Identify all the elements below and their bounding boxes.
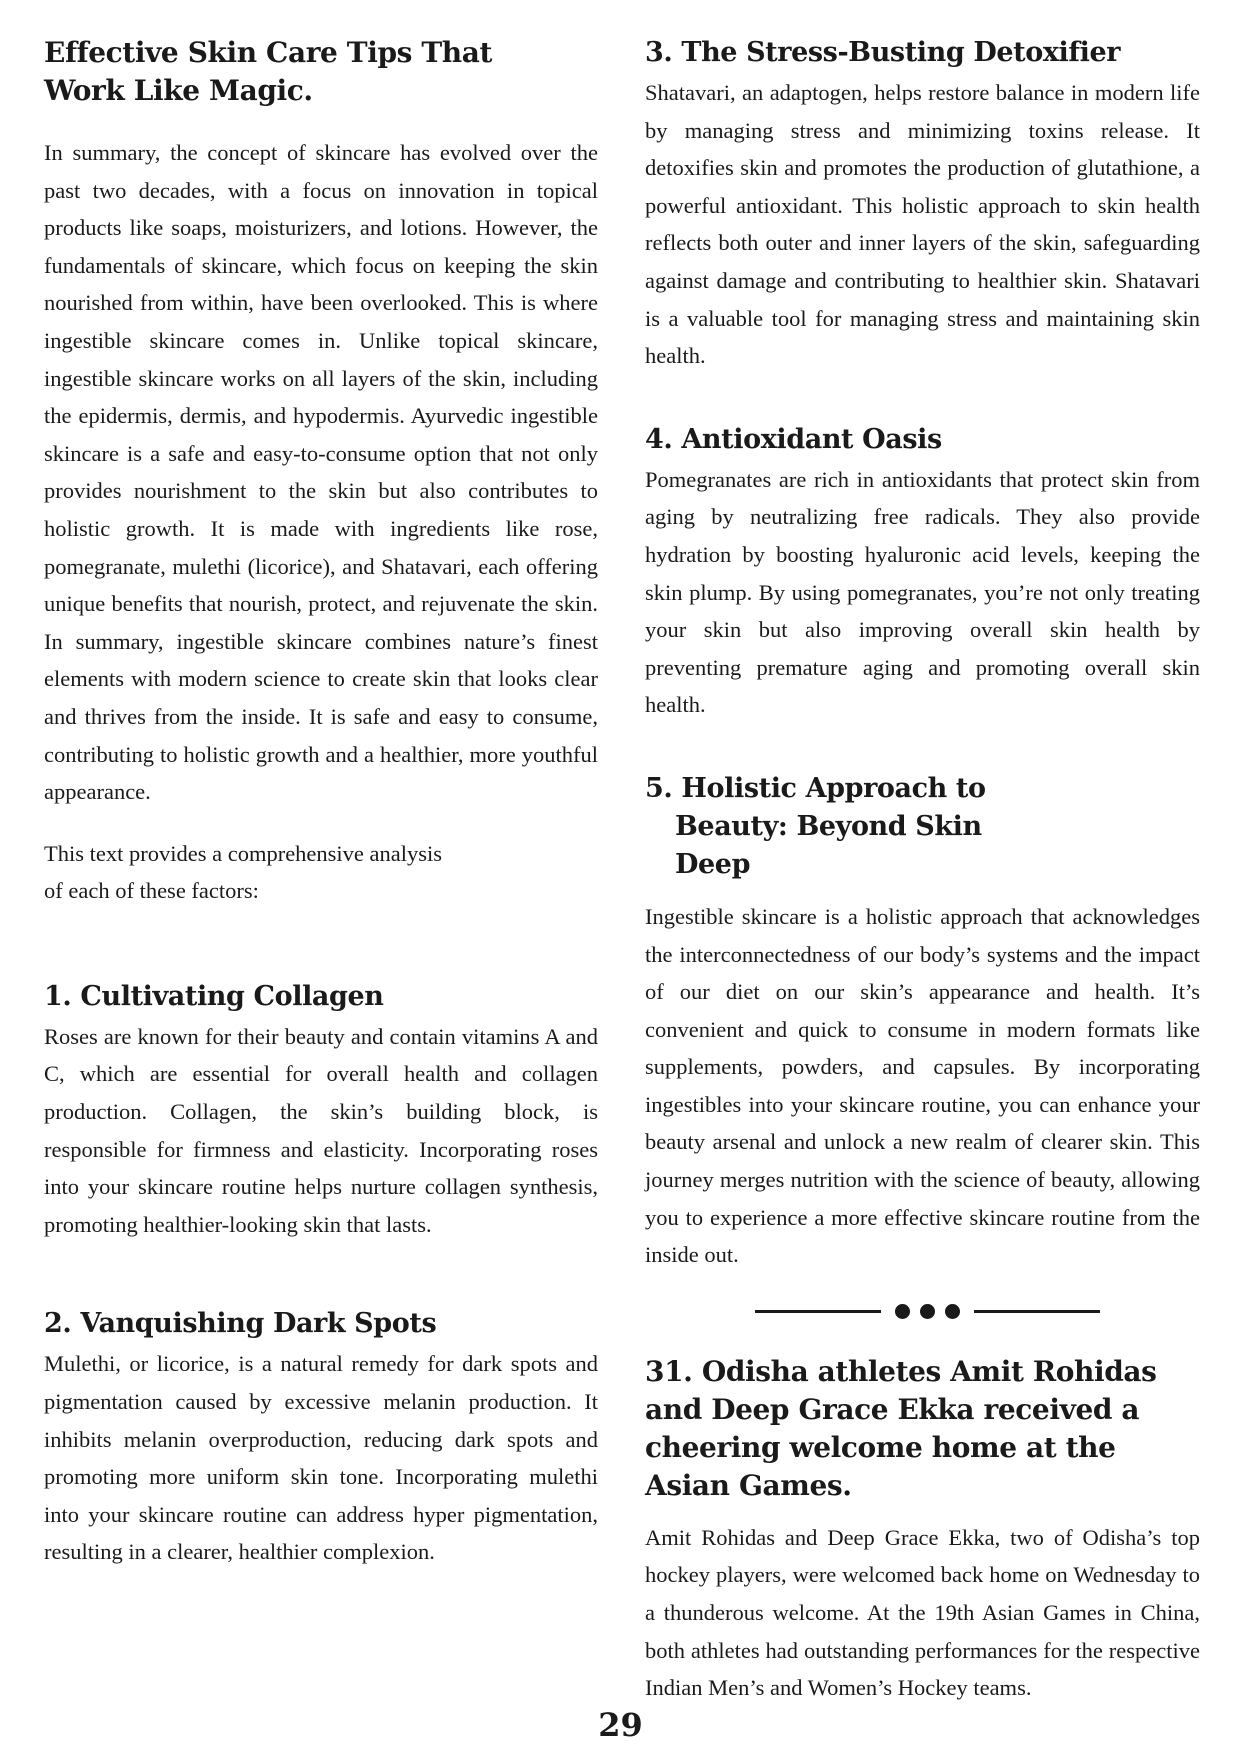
right-column xyxy=(645,34,1200,1707)
intro-line-1: This text provides a comprehensive analysis xyxy=(44,840,443,866)
intro-line-2: of each of these factors: xyxy=(44,878,259,904)
article-title: Effective Skin Care Tips That Work Like Magic. xyxy=(44,36,493,107)
divider-dot-icon xyxy=(895,1304,910,1319)
news-title: 31. Odisha athletes Amit Rohidas and Deep Grace Ekka received a cheering welcome home at the Asian Games. xyxy=(645,1354,1157,1502)
section-divider xyxy=(655,1304,1200,1319)
section-body-dark-spots: Mulethi, or licorice, is a natural remedy for dark spots and pigmentation caused by excessive melanin production. It inhibits melanin overproduction, reducing dark spots and promoting more uniform skin tone. Incorporating mulethi into your skincare routine can address hyper pigmentation, resulting in a clearer, healthier complexion. xyxy=(44,1351,598,1565)
intro-paragraph xyxy=(44,835,598,910)
page-number: 29 xyxy=(598,1706,643,1744)
left-column xyxy=(44,34,598,1571)
divider-dot-icon xyxy=(920,1304,935,1319)
divider-dots xyxy=(895,1304,960,1319)
news-body: Amit Rohidas and Deep Grace Ekka, two of Odisha’s top hockey players, were welcomed back home on Wednesday to a thunderous welcome. At the 19th Asian Games in China, both athletes had outstanding performances for the respective Indian Men’s and Women’s Hockey teams. xyxy=(645,1524,1200,1701)
section-body-holistic: Ingestible skincare is a holistic approach that acknowledges the interconnectedness of our body’s systems and the impact of our diet on our skin’s appearance and health. It’s convenient and quick to consume in modern formats like supplements, powders, and capsules. By incorporating ingestibles into your skincare routine, you can enhance your beauty arsenal and unlock a new realm of clearer skin. This journey merges nutrition with the science of beauty, allowing you to experience a more effective skincare routine from the inside out. xyxy=(645,903,1200,1268)
section-title-collagen: 1. Cultivating Collagen xyxy=(44,980,384,1012)
section-body-antioxidant: Pomegranates are rich in antioxidants that protect skin from aging by neutralizing free radicals. They also provide hydration by boosting hyaluronic acid levels, keeping the skin plump. By using pomegranates, you’re not only treating your skin but also improving overall skin health by preventing premature aging and promoting overall skin health. xyxy=(645,466,1200,718)
divider-dot-icon xyxy=(945,1304,960,1319)
section-title-detoxifier: 3. The Stress-Busting Detoxifier xyxy=(645,37,1121,68)
lead-paragraph: In summary, the concept of skincare has evolved over the past two decades, with a focus on innovation in topical products like soaps, moisturizers, and lotions. However, the fundamentals of skincare, which focus on keeping the skin nourished from within, have been overlooked. This is where ingestible skincare comes in. Unlike topical skincare, ingestible skincare works on all layers of the skin, including the epidermis, dermis, and hypodermis. Ayurvedic ingestible skincare is a safe and easy-to-consume option that not only provides nourishment to the skin but also contributes to holistic growth. It is made with ingredients like rose, pomegranate, mulethi (licorice), and Shatavari, each offering unique benefits that nourish, protect, and rejuvenate the skin. In summary, ingestible skincare combines nature’s finest elements with modern science to create skin that looks clear and thrives from the inside. It is safe and easy to consume, contributing to holistic growth and a healthier, more youthful appearance. xyxy=(44,140,598,805)
divider-line-left xyxy=(755,1310,881,1313)
section-body-detoxifier: Shatavari, an adaptogen, helps restore balance in modern life by managing stress and minimizing toxins release. It detoxifies skin and promotes the production of glutathione, a powerful antioxidant. This holistic approach to skin health reflects both outer and inner layers of the skin, safeguarding against damage and contributing to healthier skin. Shatavari is a valuable tool for managing stress and maintaining skin health. xyxy=(645,80,1200,369)
section-body-collagen: Roses are known for their beauty and contain vitamins A and C, which are essential for overall health and collagen production. Collagen, the skin’s building block, is responsible for firmness and elasticity. Incorporating roses into your skincare routine helps nurture collagen synthesis, promoting healthier-looking skin that lasts. xyxy=(44,1023,598,1237)
section-title-holistic: 5. Holistic Approach to Beauty: Beyond Skin Deep xyxy=(645,772,986,880)
section-title-antioxidant: 4. Antioxidant Oasis xyxy=(645,423,942,455)
divider-line-right xyxy=(974,1310,1100,1313)
section-title-dark-spots: 2. Vanquishing Dark Spots xyxy=(44,1308,437,1340)
